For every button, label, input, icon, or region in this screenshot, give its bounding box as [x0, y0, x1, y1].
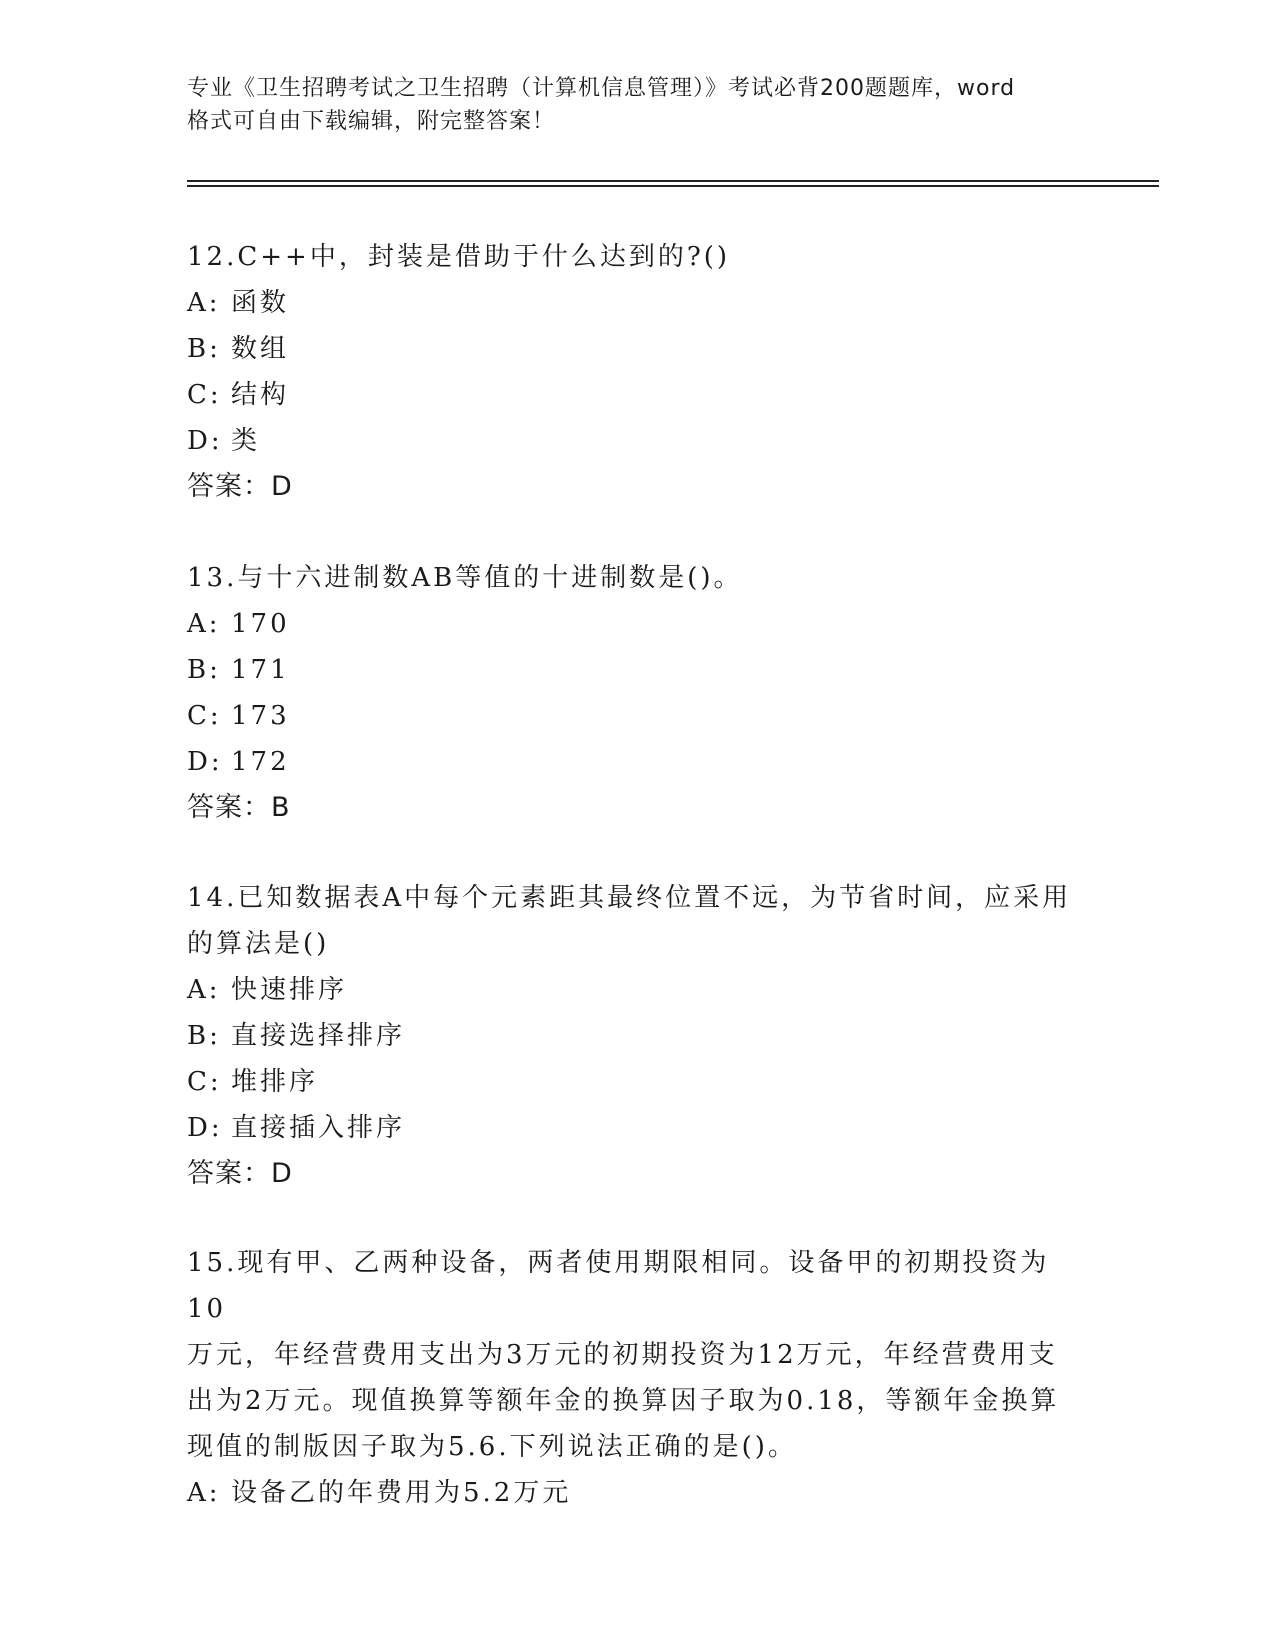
option-a — [187, 1470, 1087, 1516]
header-line-2: 格式可自由下载编辑，附完整答案！ — [187, 109, 556, 134]
option-a — [187, 967, 1087, 1013]
question-12 — [187, 234, 1087, 510]
option-c — [187, 693, 1087, 739]
option-text: 设备乙的年费用为5.2万元 — [231, 1478, 572, 1508]
document-header — [187, 72, 1087, 138]
option-text: 172 — [231, 747, 290, 777]
option-c — [187, 372, 1087, 418]
option-key: A: — [187, 288, 221, 318]
question-13 — [187, 555, 1087, 831]
option-a — [187, 280, 1087, 326]
option-a — [187, 601, 1087, 647]
option-d — [187, 739, 1087, 785]
option-key: B: — [187, 334, 221, 364]
option-b — [187, 1013, 1087, 1059]
answer: 答案：D — [187, 471, 293, 502]
question-14 — [187, 875, 1087, 1197]
option-text: 170 — [231, 609, 290, 639]
option-key: A: — [187, 609, 221, 639]
question-text: 12.C++中，封装是借助于什么达到的?() — [187, 242, 731, 272]
option-key: C: — [187, 380, 222, 410]
option-b — [187, 326, 1087, 372]
header-line-1: 专业《卫生招聘考试之卫生招聘（计算机信息管理）》考试必背200题题库，word — [187, 76, 1016, 101]
option-key: D: — [187, 426, 223, 456]
option-key: D: — [187, 747, 223, 777]
option-text: 171 — [231, 655, 290, 685]
option-d — [187, 418, 1087, 464]
option-text: 结构 — [231, 380, 290, 410]
option-key: C: — [187, 701, 222, 731]
option-text: 直接插入排序 — [231, 1113, 406, 1143]
option-key: B: — [187, 655, 221, 685]
option-text: 直接选择排序 — [231, 1021, 406, 1051]
answer: 答案：D — [187, 1158, 293, 1189]
question-text-line-1: 14.已知数据表A中每个元素距其最终位置不远，为节省时间，应采用 — [187, 883, 1072, 913]
option-key: D: — [187, 1113, 223, 1143]
question-text-line-2: 的算法是() — [187, 929, 330, 959]
option-key: C: — [187, 1067, 222, 1097]
option-text: 堆排序 — [231, 1067, 319, 1097]
answer: 答案：B — [187, 792, 291, 823]
question-text-line-2: 万元，年经营费用支出为3万元的初期投资为12万元，年经营费用支 — [187, 1340, 1058, 1370]
option-c — [187, 1059, 1087, 1105]
option-text: 173 — [231, 701, 290, 731]
header-divider-bottom — [187, 185, 1159, 187]
question-text-line-4: 现值的制版因子取为5.6.下列说法正确的是()。 — [187, 1432, 797, 1462]
question-text-line-1: 15.现有甲、乙两种设备，两者使用期限相同。设备甲的初期投资为10 — [187, 1248, 1050, 1324]
option-d — [187, 1105, 1087, 1151]
option-text: 类 — [231, 426, 261, 456]
option-key: A: — [187, 975, 221, 1005]
question-15 — [187, 1240, 1087, 1516]
option-text: 快速排序 — [231, 975, 348, 1005]
question-text-line-3: 出为2万元。现值换算等额年金的换算因子取为0.18，等额年金换算 — [187, 1386, 1060, 1416]
option-text: 函数 — [231, 288, 290, 318]
option-b — [187, 647, 1087, 693]
option-key: B: — [187, 1021, 221, 1051]
header-divider-top — [187, 180, 1159, 182]
question-text: 13.与十六进制数AB等值的十进制数是()。 — [187, 563, 743, 593]
option-text: 数组 — [231, 334, 290, 364]
option-key: A: — [187, 1478, 221, 1508]
